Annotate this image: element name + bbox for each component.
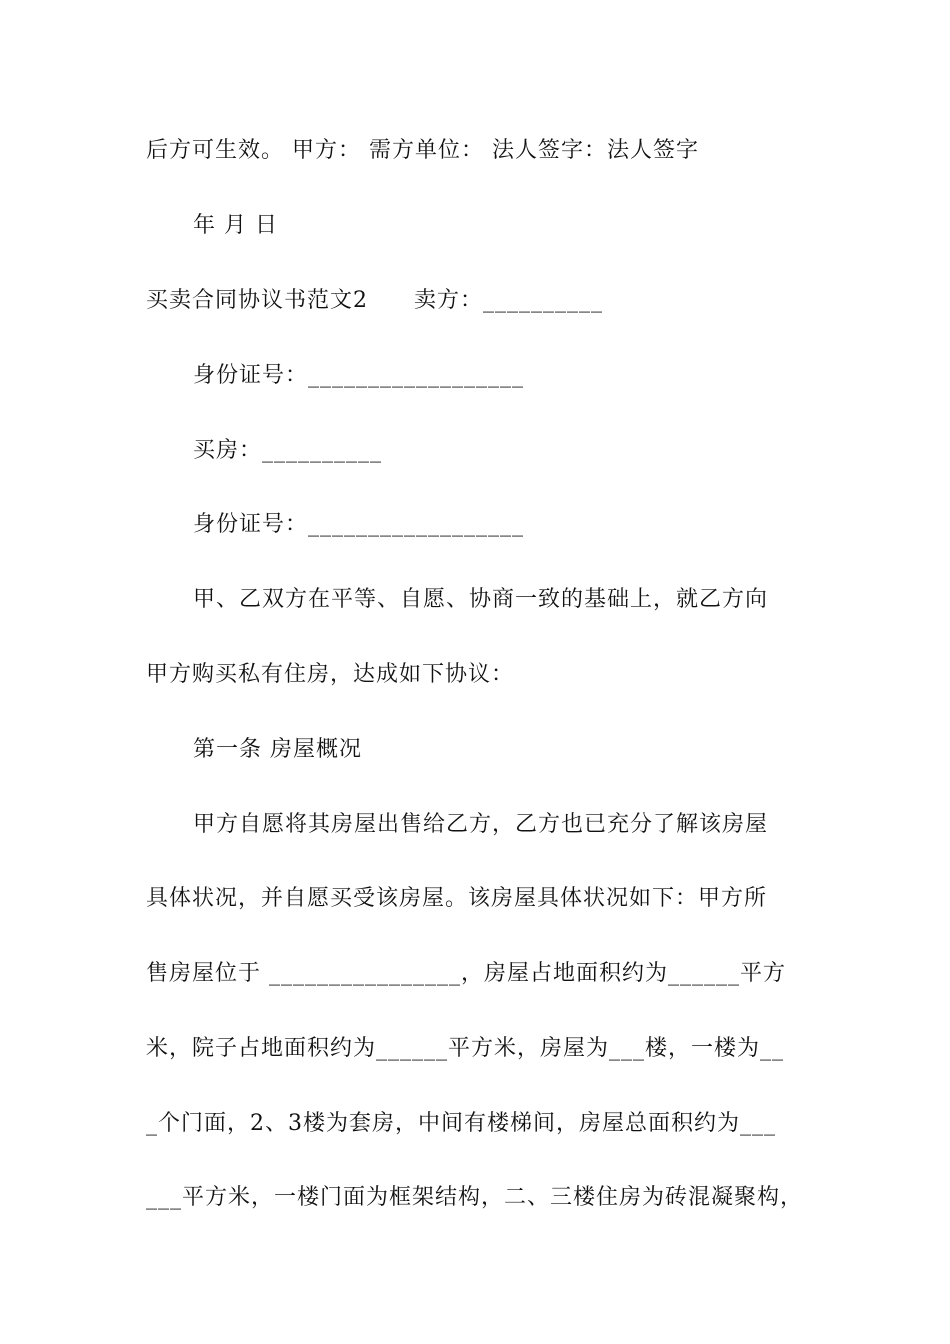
text-line-buyer: 买房：__________ [193,438,383,463]
article-heading: 第一条 房屋概况 [193,737,362,762]
text-line-article-4: 米，院子占地面积约为______平方米，房屋为___楼，一楼为__ [146,1036,785,1061]
text-line-preamble-2: 甲方购买私有住房，达成如下协议： [146,662,515,687]
text-line-article-2: 具体状况，并自愿买受该房屋。该房屋具体状况如下：甲方所 [146,886,768,911]
text-line-effective-signature: 后方可生效。 甲方： 需方单位： 法人签字：法人签字 [146,138,699,163]
text-line-article-5: _个门面，2、3楼为套房，中间有楼梯间，房屋总面积约为___ [146,1111,776,1136]
text-line-article-1: 甲方自愿将其房屋出售给乙方，乙方也已充分了解该房屋 [193,812,769,837]
text-line-article-3: 售房屋位于 ________________，房屋占地面积约为______平方 [146,961,786,986]
text-line-contract-title-seller: 买卖合同协议书范文2 卖方：__________ [146,288,603,313]
text-line-buyer-id: 身份证号：__________________ [193,512,525,537]
text-line-seller-id: 身份证号：__________________ [193,363,525,388]
text-line-preamble-1: 甲、乙双方在平等、自愿、协商一致的基础上，就乙方向 [193,587,769,612]
text-line-date: 年 月 日 [193,213,278,238]
text-line-article-6: ___平方米，一楼门面为框架结构，二、三楼住房为砖混凝聚构， [146,1185,804,1210]
